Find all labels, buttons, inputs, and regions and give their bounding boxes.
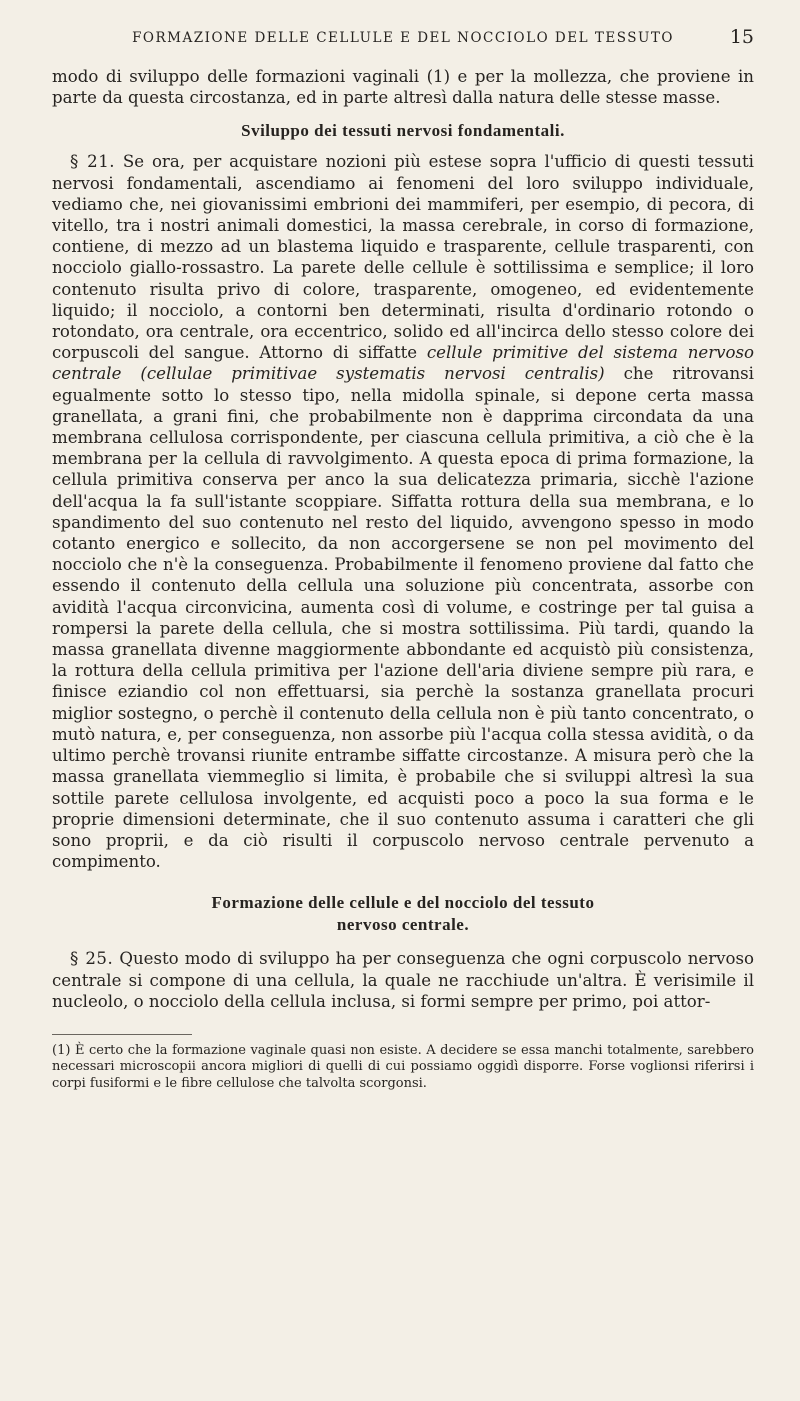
section-number: § 21. bbox=[70, 152, 116, 172]
footnote bbox=[52, 1043, 754, 1093]
section-number: § 25. bbox=[70, 949, 114, 969]
italic-term: cellule primitive del sistema nervoso centrale (cellulae primitivae systematis nervosi centralis) bbox=[52, 343, 755, 384]
paragraph-section-25 bbox=[52, 948, 754, 1012]
book-page bbox=[52, 26, 754, 1092]
section-heading-nervous-tissue-development: Sviluppo dei tessuti nervosi fondamentali. bbox=[241, 121, 565, 141]
paragraph-section-21 bbox=[52, 151, 754, 872]
page-header bbox=[52, 26, 754, 54]
paragraph-text: che ritrovansi egualmente sotto lo stesso tipo, nella midolla spinale, si depone certa massa granellata, a grani fini, che probabilmente non è dapprima circondata da una membrana cellulosa corrispondente, per ciascuna cellula primitiva, a ciò che è la membrana per la cellula di ravvolgimento. A questa epoca di prima formazione, la cellula primitiva conserva per anco la sua delicatezza primaria, sicchè l'azione dell'acqua la fa sull'istante scoppiare. Siffatta rottura della sua membrana, e lo spandimento del suo contenuto nel resto del liquido, avvengono spesso in modo cotanto energico e sollecito, da non accorgersene se non pel movimento del nocciolo che n'è la conseguenza. Probabilmente il fenomeno proviene dal fatto che essendo il contenuto della cellula una soluzione più concentrata, assorbe con avidità l'acqua circonvicina, aumenta così di volume, e costringe per tal guisa a rompersi la parete della cellula, che si mostra sottilissima. Più tardi, quando la massa granellata divenne maggiormente abbondante ed acquistò più consistenza, la rottura della cellula primitiva per l'azione dell'aria diviene sempre più rara, e finisce eziandio col non effettuarsi, sia perchè la sostanza granellata procuri miglior sostegno, o perchè il contenuto della cellula non è più tanto concentrato, o mutò natura, e, per conseguenza, non assorbe più l'acqua colla stessa avidità, o da ultimo perchè trovansi riunite entrambe siffatte circostanze. A misura però che la massa granellata viemmeglio si limita, è probabile che si sviluppi altresì la sua sottile parete cellulosa involgente, ed acquisti poco a poco la sua forma e le proprie dimensioni determinate, che il suo contenuto assuma i caratteri che gli sono proprii, e da ciò risulti il corpuscolo nervoso centrale pervenuto a compimento. bbox=[52, 364, 754, 872]
page-number: 15 bbox=[729, 26, 754, 48]
heading-line: Formazione delle cellule e del nocciolo del tessuto bbox=[211, 893, 595, 913]
continued-paragraph: modo di sviluppo delle formazioni vaginali (1) e per la mollezza, che proviene in parte da questa circostanza, ed in parte altresì dalla natura delle stesse masse. bbox=[52, 67, 754, 108]
footnote-text: (1) È certo che la formazione vaginale quasi non esiste. A decidere se essa manchi totalmente, sarebbero necessari microscopii ancora migliori di quelli di cui possiamo oggidì disporre. Forse voglionsi riferirsi i corpi fusiformi e le fibre cellulose che talvolta scorgonsi. bbox=[52, 1042, 754, 1091]
running-head: FORMAZIONE DELLE CELLULE E DEL NOCCIOLO DEL TESSUTO bbox=[132, 30, 674, 46]
paragraph-text: Questo modo di sviluppo ha per conseguenza che ogni corpuscolo nervoso centrale si compone di una cellula, la quale ne racchiude un'altra. È verisimile il nucleolo, o nocciolo della cellula inclusa, si formi sempre per primo, poi attor- bbox=[52, 949, 755, 1011]
section-heading-cell-formation bbox=[52, 892, 754, 936]
paragraph-text: Se ora, per acquistare nozioni più estese sopra l'ufficio di questi tessuti nervosi fondamentali, ascendiamo ai fenomeni del loro sviluppo individuale, vediamo che, nei giovanissimi embrioni dei mammiferi, per esempio, di pecora, di vitello, tra i nostri animali domestici, la massa cerebrale, in corso di formazione, contiene, di mezzo ad un blastema liquido e trasparente, cellule trasparenti, con nocciolo giallo-rossastro. La parete delle cellule è sottilissima e semplice; il loro contenuto risulta privo di colore, trasparente, omogeneo, ed evidentemente liquido; il nocciolo, a contorni ben determinati, risulta d'ordinario rotondo o rotondato, ora centrale, ora eccentrico, solido ed all'incirca dello stesso colore dei corpuscoli del sangue. Attorno di siffatte bbox=[52, 152, 754, 363]
footnote-separator bbox=[52, 1034, 192, 1035]
heading-line: nervoso centrale. bbox=[336, 915, 470, 935]
